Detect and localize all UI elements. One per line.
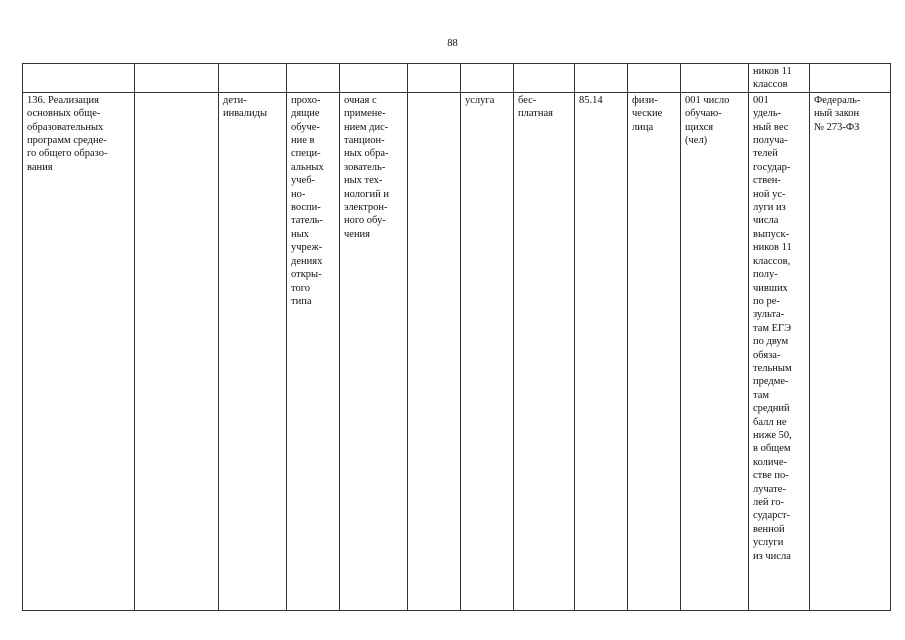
cell-line: 85.14 bbox=[579, 94, 603, 106]
cell-line: балл не bbox=[753, 416, 787, 428]
service-row-136 bbox=[23, 92, 891, 610]
cell-line: по двум bbox=[753, 336, 789, 348]
cell-line: учреж- bbox=[291, 242, 323, 254]
cell-line: там ЕГЭ bbox=[753, 322, 792, 334]
cell-volume-indicator bbox=[681, 92, 749, 610]
cell bbox=[514, 64, 575, 93]
cell-line: обяза- bbox=[753, 349, 781, 361]
cell-line: получа- bbox=[753, 135, 788, 147]
cell-line: бес- bbox=[518, 94, 537, 106]
cell-line: инвалиды bbox=[223, 108, 268, 120]
cell-line: основных обще- bbox=[27, 108, 101, 120]
cell-line: ников 11 bbox=[753, 66, 792, 77]
cell-line: ного обу- bbox=[344, 215, 386, 227]
cell-line: лица bbox=[632, 121, 654, 133]
cell-line: дениях bbox=[291, 255, 323, 267]
cell-line: лей го- bbox=[753, 497, 784, 508]
cell-line: услуги bbox=[753, 537, 784, 549]
cell-line: ный закон bbox=[814, 108, 860, 120]
cell-line: удель- bbox=[753, 108, 782, 120]
cell-consumers bbox=[628, 92, 681, 610]
cell-line: сударст- bbox=[753, 510, 791, 522]
cell-code bbox=[575, 92, 628, 610]
cell-line: но- bbox=[291, 188, 306, 200]
cell-line: того bbox=[291, 282, 310, 294]
cell-line: танцион- bbox=[344, 135, 385, 147]
cell-line: 001 bbox=[753, 94, 769, 106]
cell bbox=[408, 64, 461, 93]
cell-category-detail bbox=[287, 92, 340, 610]
services-table bbox=[22, 63, 891, 611]
cell-line: ных обра- bbox=[344, 148, 389, 160]
cell-line: обучаю- bbox=[685, 108, 722, 120]
cell-line: прохо- bbox=[291, 94, 321, 106]
cell-line: 136. Реализация bbox=[27, 94, 99, 106]
cell-line: воспи- bbox=[291, 202, 321, 214]
cell-line: ников 11 bbox=[753, 242, 792, 254]
cell-line: ние в bbox=[291, 135, 315, 147]
cell bbox=[681, 64, 749, 93]
cell-line: лучате- bbox=[753, 483, 786, 495]
page-number: 88 bbox=[447, 38, 458, 49]
cell-line: обуче- bbox=[291, 121, 320, 133]
cell-line: телей bbox=[753, 148, 778, 160]
cell-line: альных bbox=[291, 161, 324, 173]
cell-line: средний bbox=[753, 403, 790, 415]
cell-line: зователь- bbox=[344, 161, 386, 173]
cell-line: ствен- bbox=[753, 175, 781, 187]
cell-line: дящие bbox=[291, 108, 320, 120]
cell-legal-basis bbox=[810, 92, 891, 610]
cell-line: ных bbox=[291, 228, 309, 240]
cell-line: го общего образо- bbox=[27, 148, 108, 160]
cell-line: откры- bbox=[291, 269, 322, 281]
cell-line: 001 число bbox=[685, 94, 730, 106]
cell-line: щихся bbox=[685, 121, 714, 133]
cell-line: нием дис- bbox=[344, 121, 389, 133]
cell-line: нологий и bbox=[344, 188, 390, 200]
cell bbox=[23, 64, 135, 93]
cell-line: по ре- bbox=[753, 295, 780, 307]
cell-line: дети- bbox=[223, 94, 247, 106]
cell-line: вания bbox=[27, 161, 53, 173]
cell-line: предме- bbox=[753, 376, 789, 388]
cell-category bbox=[219, 92, 287, 610]
cell bbox=[461, 64, 514, 93]
cell bbox=[287, 64, 340, 93]
cell-line: государ- bbox=[753, 161, 791, 173]
cell-line: (чел) bbox=[685, 135, 708, 147]
cell-line: ной ус- bbox=[753, 188, 786, 200]
cell-line: венной bbox=[753, 523, 785, 535]
cell-line: программ средне- bbox=[27, 135, 107, 147]
cell-line: ный вес bbox=[753, 121, 789, 133]
cell-line: числа bbox=[753, 215, 779, 227]
cell bbox=[340, 64, 408, 93]
cell-line: ных тех- bbox=[344, 175, 383, 187]
cell bbox=[575, 64, 628, 93]
cell-line: типа bbox=[291, 295, 312, 307]
cell-line: классов, bbox=[753, 255, 791, 267]
cell-line: примене- bbox=[344, 108, 386, 120]
cell-line: очная с bbox=[344, 94, 377, 106]
cell-line: ниже 50, bbox=[753, 429, 792, 441]
cell-line: услуга bbox=[465, 94, 495, 106]
cell-empty bbox=[135, 92, 219, 610]
cell-line: луги из bbox=[753, 202, 786, 214]
cell-line: образовательных bbox=[27, 121, 104, 133]
cell-line: выпуск- bbox=[753, 228, 790, 240]
cell bbox=[219, 64, 287, 93]
cell-line: татель- bbox=[291, 215, 323, 227]
cell-payment bbox=[514, 92, 575, 610]
cell-line: платная bbox=[518, 108, 553, 120]
cell-line: в общем bbox=[753, 443, 791, 455]
cell bbox=[810, 64, 891, 93]
cell-line: № 273-ФЗ bbox=[814, 121, 860, 133]
cell-line: там bbox=[753, 389, 770, 401]
cell-line: физи- bbox=[632, 94, 658, 106]
cell-line: Федераль- bbox=[814, 94, 861, 106]
cell-line: чивших bbox=[753, 282, 788, 294]
cell-line: электрон- bbox=[344, 202, 388, 214]
cell-line: количе- bbox=[753, 456, 787, 468]
cell-line: учеб- bbox=[291, 175, 316, 187]
cell-line: ческие bbox=[632, 108, 663, 120]
cell-indicator-continued bbox=[749, 64, 810, 93]
cell-line: чения bbox=[344, 228, 371, 240]
cell-line: из числа bbox=[753, 550, 791, 562]
cell-line: классов bbox=[753, 79, 788, 91]
cell-line: зульта- bbox=[753, 309, 785, 321]
cell bbox=[135, 64, 219, 93]
cell-empty bbox=[408, 92, 461, 610]
cell-line: специ- bbox=[291, 148, 321, 160]
cell-type bbox=[461, 92, 514, 610]
cell-line: стве по- bbox=[753, 470, 789, 482]
cell-quality-indicator bbox=[749, 92, 810, 610]
cell bbox=[628, 64, 681, 93]
cell-line: полу- bbox=[753, 269, 778, 281]
cell-service-name bbox=[23, 92, 135, 610]
continuation-row bbox=[23, 64, 891, 93]
cell-line: тельным bbox=[753, 362, 792, 374]
cell-form bbox=[340, 92, 408, 610]
